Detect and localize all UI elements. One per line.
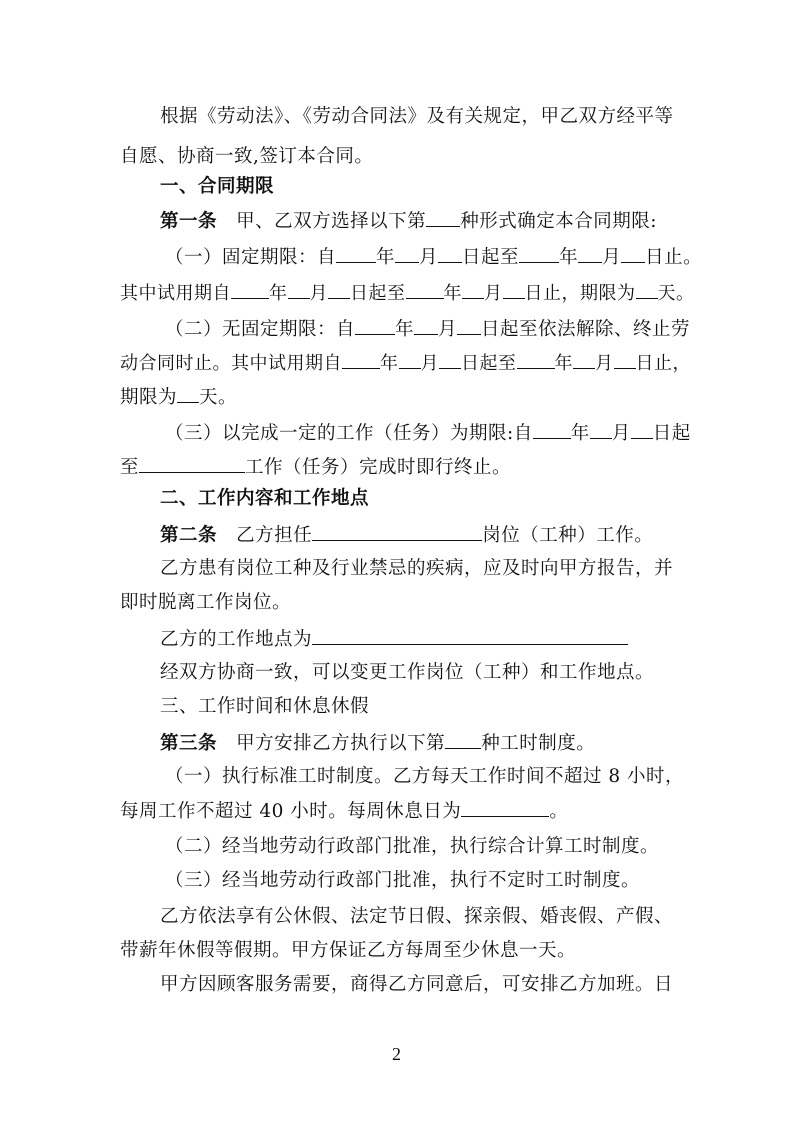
month-text: 月 (419, 247, 439, 268)
fixed-term-label: （一）固定期限：自 (165, 247, 337, 268)
section-3-title: 三、工作时间和休息休假 (160, 696, 370, 717)
article-2 (160, 522, 715, 549)
comprehensive-hours-line (165, 834, 720, 860)
section-3-heading (160, 694, 715, 720)
year-text: 年 (376, 247, 396, 268)
task-term-line-2 (120, 454, 675, 481)
month-text: 月 (595, 353, 614, 374)
open-term-line-2 (120, 350, 691, 377)
leave-text-2: 带薪年休假等假期。甲方保证乙方每周至少休息一天。 (120, 940, 577, 961)
task-blank[interactable] (139, 454, 245, 473)
flexible-hours-line (165, 868, 720, 894)
section-1-title: 一、合同期限 (160, 176, 275, 197)
form-choice-blank[interactable] (426, 208, 460, 227)
overtime-text-1: 甲方因顾客服务需要，商得乙方同意后，可安排乙方加班。日 (160, 974, 674, 995)
article-1-text-b: 种形式确定本合同期限: (460, 211, 657, 232)
month-text: 月 (420, 353, 439, 374)
days-blank[interactable] (636, 280, 658, 299)
date-blank[interactable] (503, 280, 525, 299)
date-blank[interactable] (406, 280, 444, 299)
article-3-text-a: 甲方安排乙方执行以下第 (236, 733, 446, 754)
year-text: 年 (570, 423, 590, 444)
task-term-line-1 (165, 420, 720, 447)
end-text: 日止，期限为 (524, 283, 636, 304)
health-line-2 (120, 590, 675, 616)
period-mark: 。 (549, 801, 569, 822)
section-2-heading (160, 486, 715, 512)
article-1-label: 第一条 (160, 211, 218, 232)
days-text: 天。 (199, 387, 238, 408)
date-blank[interactable] (288, 280, 310, 299)
article-2-text-b: 岗位（工种）工作。 (482, 525, 654, 546)
date-blank[interactable] (231, 280, 269, 299)
days-blank[interactable] (177, 384, 199, 403)
year-text: 年 (559, 247, 579, 268)
health-line-1 (160, 556, 715, 582)
overtime-line-1 (160, 972, 715, 998)
change-text: 经双方协商一致，可以变更工作岗位（工种）和工作地点。 (160, 662, 655, 683)
date-blank[interactable] (590, 420, 612, 439)
date-blank[interactable] (621, 244, 645, 263)
position-blank[interactable] (312, 522, 482, 541)
article-3-text-b: 种工时制度。 (481, 733, 596, 754)
days-text: 天。 (657, 283, 695, 304)
article-2-text-a: 乙方担任 (236, 525, 313, 546)
fixed-term-line-1 (165, 244, 720, 271)
leave-line-1 (160, 904, 715, 930)
date-blank[interactable] (614, 350, 636, 369)
task-end-text: 工作（任务）完成时即行终止。 (245, 457, 512, 478)
day-text: 日起至 (462, 247, 520, 268)
intro-line-2 (120, 144, 675, 170)
change-line (160, 660, 715, 686)
comprehensive-hours-text: （二）经当地劳动行政部门批准，执行综合计算工时制度。 (165, 836, 660, 857)
date-blank[interactable] (519, 244, 559, 263)
open-term-line-3 (120, 384, 675, 411)
date-blank[interactable] (355, 316, 395, 335)
date-blank[interactable] (438, 244, 462, 263)
health-text-1: 乙方患有岗位工种及行业禁忌的疾病，应及时向甲方报告，并 (160, 558, 674, 579)
date-blank[interactable] (439, 350, 461, 369)
article-3-label: 第三条 (160, 733, 218, 754)
workplace-line (160, 626, 715, 653)
date-blank[interactable] (399, 350, 421, 369)
leave-text-1: 乙方依法享有公休假、法定节日假、探亲假、婚丧假、产假、 (160, 906, 674, 927)
date-blank[interactable] (342, 350, 380, 369)
to-text: 至 (120, 457, 140, 478)
article-2-label: 第二条 (160, 525, 218, 546)
month-text: 月 (611, 423, 631, 444)
standard-hours-text-2: 每周工作不超过 40 小时。每周休息日为 (120, 801, 462, 822)
end-text: 日止， (635, 353, 691, 374)
date-blank[interactable] (336, 244, 376, 263)
month-text: 月 (484, 283, 503, 304)
standard-hours-line-1 (165, 764, 720, 790)
year-text: 年 (443, 283, 462, 304)
date-blank[interactable] (573, 350, 595, 369)
section-2-title: 二、工作内容和工作地点 (160, 488, 370, 509)
date-blank[interactable] (328, 280, 350, 299)
standard-hours-text-1: （一）执行标准工时制度。乙方每天工作时间不超过 8 小时， (165, 766, 685, 787)
date-blank[interactable] (533, 420, 571, 439)
year-text: 年 (554, 353, 573, 374)
day-text: 日起至 (461, 353, 517, 374)
page-number: 2 (392, 1044, 401, 1064)
article-1 (160, 208, 715, 235)
date-blank[interactable] (395, 244, 419, 263)
probation-label: 动合同时止。其中试用期自 (120, 353, 342, 374)
fixed-term-line-2 (120, 280, 695, 307)
probation-label: 其中试用期自 (120, 283, 231, 304)
day-text: 日起 (652, 423, 691, 444)
open-term-line-1 (165, 316, 720, 343)
period-label: 期限为 (120, 387, 178, 408)
open-term-label: （二）无固定期限：自 (165, 319, 356, 340)
date-blank[interactable] (578, 244, 602, 263)
open-term-text: 日起至依法解除、终止劳 (481, 319, 691, 340)
date-blank[interactable] (457, 316, 481, 335)
date-blank[interactable] (631, 420, 653, 439)
year-text: 年 (269, 283, 288, 304)
year-text: 年 (380, 353, 399, 374)
article-1-text-a: 甲、乙双方选择以下第 (236, 211, 427, 232)
end-text: 日止。 (645, 247, 703, 268)
section-1-heading (160, 174, 715, 200)
date-blank[interactable] (462, 280, 484, 299)
workplace-label: 乙方的工作地点为 (160, 629, 313, 650)
year-text: 年 (395, 319, 415, 340)
intro-text-2: 自愿、协商一致,签订本合同。 (120, 146, 374, 167)
flexible-hours-text: （三）经当地劳动行政部门批准，执行不定时工时制度。 (165, 870, 641, 891)
month-text: 月 (438, 319, 458, 340)
leave-line-2 (120, 938, 675, 964)
article-3 (160, 730, 715, 757)
health-text-2: 即时脱离工作岗位。 (120, 592, 292, 613)
standard-hours-line-2 (120, 798, 675, 825)
workplace-blank[interactable] (312, 626, 628, 645)
rest-day-blank[interactable] (461, 798, 549, 817)
task-term-label: （三）以完成一定的工作（任务）为期限:自 (165, 423, 533, 444)
hours-system-blank[interactable] (445, 730, 481, 749)
intro-line-1 (160, 104, 715, 130)
date-blank[interactable] (517, 350, 555, 369)
date-blank[interactable] (414, 316, 438, 335)
day-text: 日起至 (350, 283, 406, 304)
month-text: 月 (309, 283, 328, 304)
intro-text-1: 根据《劳动法》、《劳动合同法》及有关规定，甲乙双方经平等 (160, 106, 674, 127)
month-text: 月 (602, 247, 622, 268)
